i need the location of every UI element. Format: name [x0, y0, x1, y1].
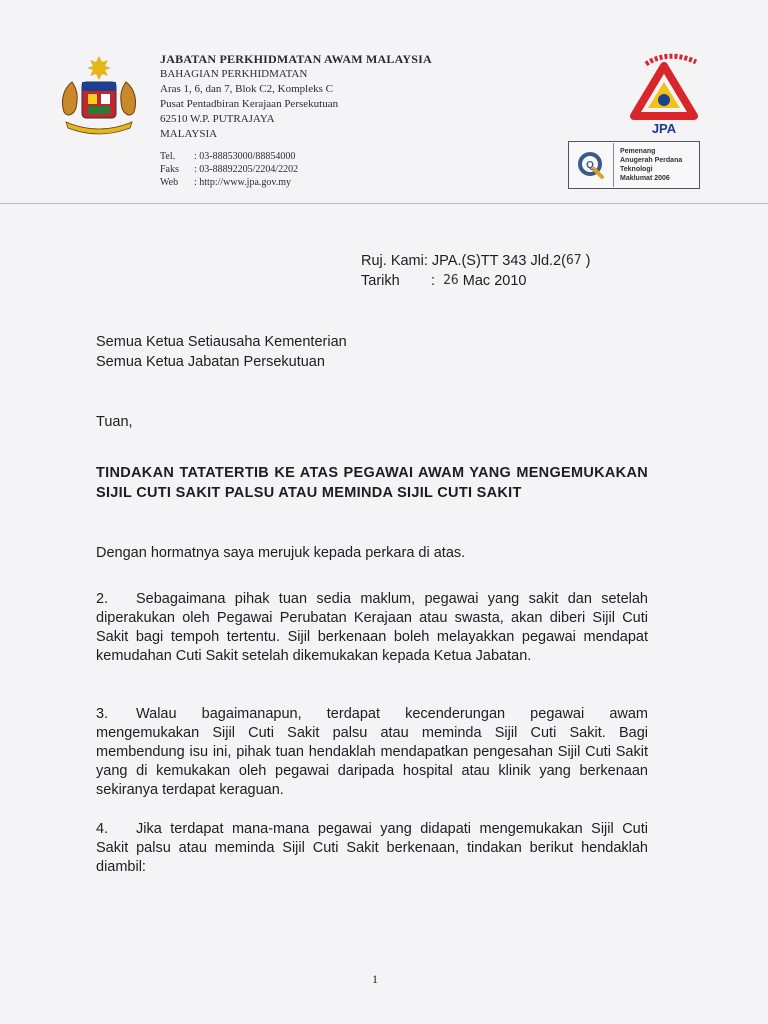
contact-tel: Tel. : 03-88853000/88854000	[160, 151, 296, 162]
award-line: Teknologi	[620, 166, 653, 173]
award-badge	[568, 141, 700, 189]
award-line: Maklumat 2006	[620, 175, 670, 182]
jpa-logo-icon	[626, 52, 702, 136]
reference-date: Tarikh : 26 Mac 2010	[361, 273, 527, 289]
paragraph-number: 3.	[96, 706, 109, 722]
award-letter: Q	[586, 160, 594, 171]
header-divider	[0, 203, 768, 204]
contact-web: Web : http://www.jpa.gov.my	[160, 177, 292, 188]
organization-name: JABATAN PERKHIDMATAN AWAM MALAYSIA	[160, 52, 432, 66]
recipient-line: Semua Ketua Jabatan Persekutuan	[96, 354, 325, 370]
recipients	[96, 332, 347, 372]
award-line: Anugerah Perdana	[620, 157, 683, 164]
contact-fax: Faks : 03-88892205/2204/2202	[160, 164, 299, 175]
letterhead-text	[160, 52, 432, 189]
paragraph-text: Jika terdapat mana-mana pegawai yang didapati mengemukakan Sijil Cuti Sakit palsu atau meminda Sijil Cuti Sakit berkenaan, tindakan berikut hendaklah diambil:	[96, 821, 648, 875]
jpa-logo-text: JPA	[651, 121, 677, 136]
address-line: Aras 1, 6, dan 7, Blok C2, Kompleks C	[160, 83, 333, 95]
award-line: Pemenang	[620, 148, 656, 155]
handwritten-day: 26	[443, 273, 459, 288]
paragraph-4	[96, 820, 648, 877]
intro-paragraph: Dengan hormatnya saya merujuk kepada perkara di atas.	[96, 545, 466, 561]
reference-number: Ruj. Kami: JPA.(S)TT 343 Jld.2( 67 )	[361, 253, 591, 269]
reference-block	[361, 251, 591, 291]
award-q-icon	[569, 143, 614, 187]
recipient-line: Semua Ketua Setiausaha Kementerian	[96, 334, 347, 350]
address-line: Pusat Pentadbiran Kerajaan Persekutuan	[160, 98, 339, 110]
paragraph-text: Sebagaimana pihak tuan sedia maklum, pegawai yang sakit dan setelah diperakukan oleh Pegawai Perubatan Kerajaan atau swasta, akan diberi Sijil Cuti Sakit bagi tempoh tertentu. Sijil berkenaan boleh melayakkan pegawai mendapat kemudahan Cuti Sakit setelah dikemukakan kepada Ketua Jabatan.	[96, 591, 648, 664]
address-line: MALAYSIA	[160, 128, 218, 140]
paragraph-3	[96, 705, 648, 800]
contact-block	[160, 150, 432, 189]
address-line: BAHAGIAN PERKHIDMATAN	[160, 68, 308, 80]
paragraph-number: 2.	[96, 591, 109, 607]
salutation: Tuan,	[96, 414, 133, 430]
address-line: 62510 W.P. PUTRAJAYA	[160, 113, 275, 125]
subject-heading: TINDAKAN TATATERTIB KE ATAS PEGAWAI AWAM YANG MENGEMUKAKAN SIJIL CUTI SAKIT PALSU ATAU MEMINDA SIJIL CUTI SAKIT	[96, 465, 648, 501]
page-number: 1	[372, 972, 378, 986]
paragraph-number: 4.	[96, 821, 109, 837]
handwritten-ref-number: 67	[565, 253, 582, 268]
paragraph-text: Walau bagaimanapun, terdapat kecenderungan pegawai awam mengemukakan Sijil Cuti Sakit palsu atau meminda Sijil Cuti Sakit. Bagi membendung isu ini, pihak tuan hendaklah mendapatkan pengesahan Sijil Cuti Sakit yang di kemukakan oleh pegawai daripada hospital atau klinik yang berkenaan sekiranya terdapat keraguan.	[96, 706, 648, 798]
malaysia-coat-of-arms-icon	[50, 52, 148, 136]
paragraph-2	[96, 590, 648, 666]
